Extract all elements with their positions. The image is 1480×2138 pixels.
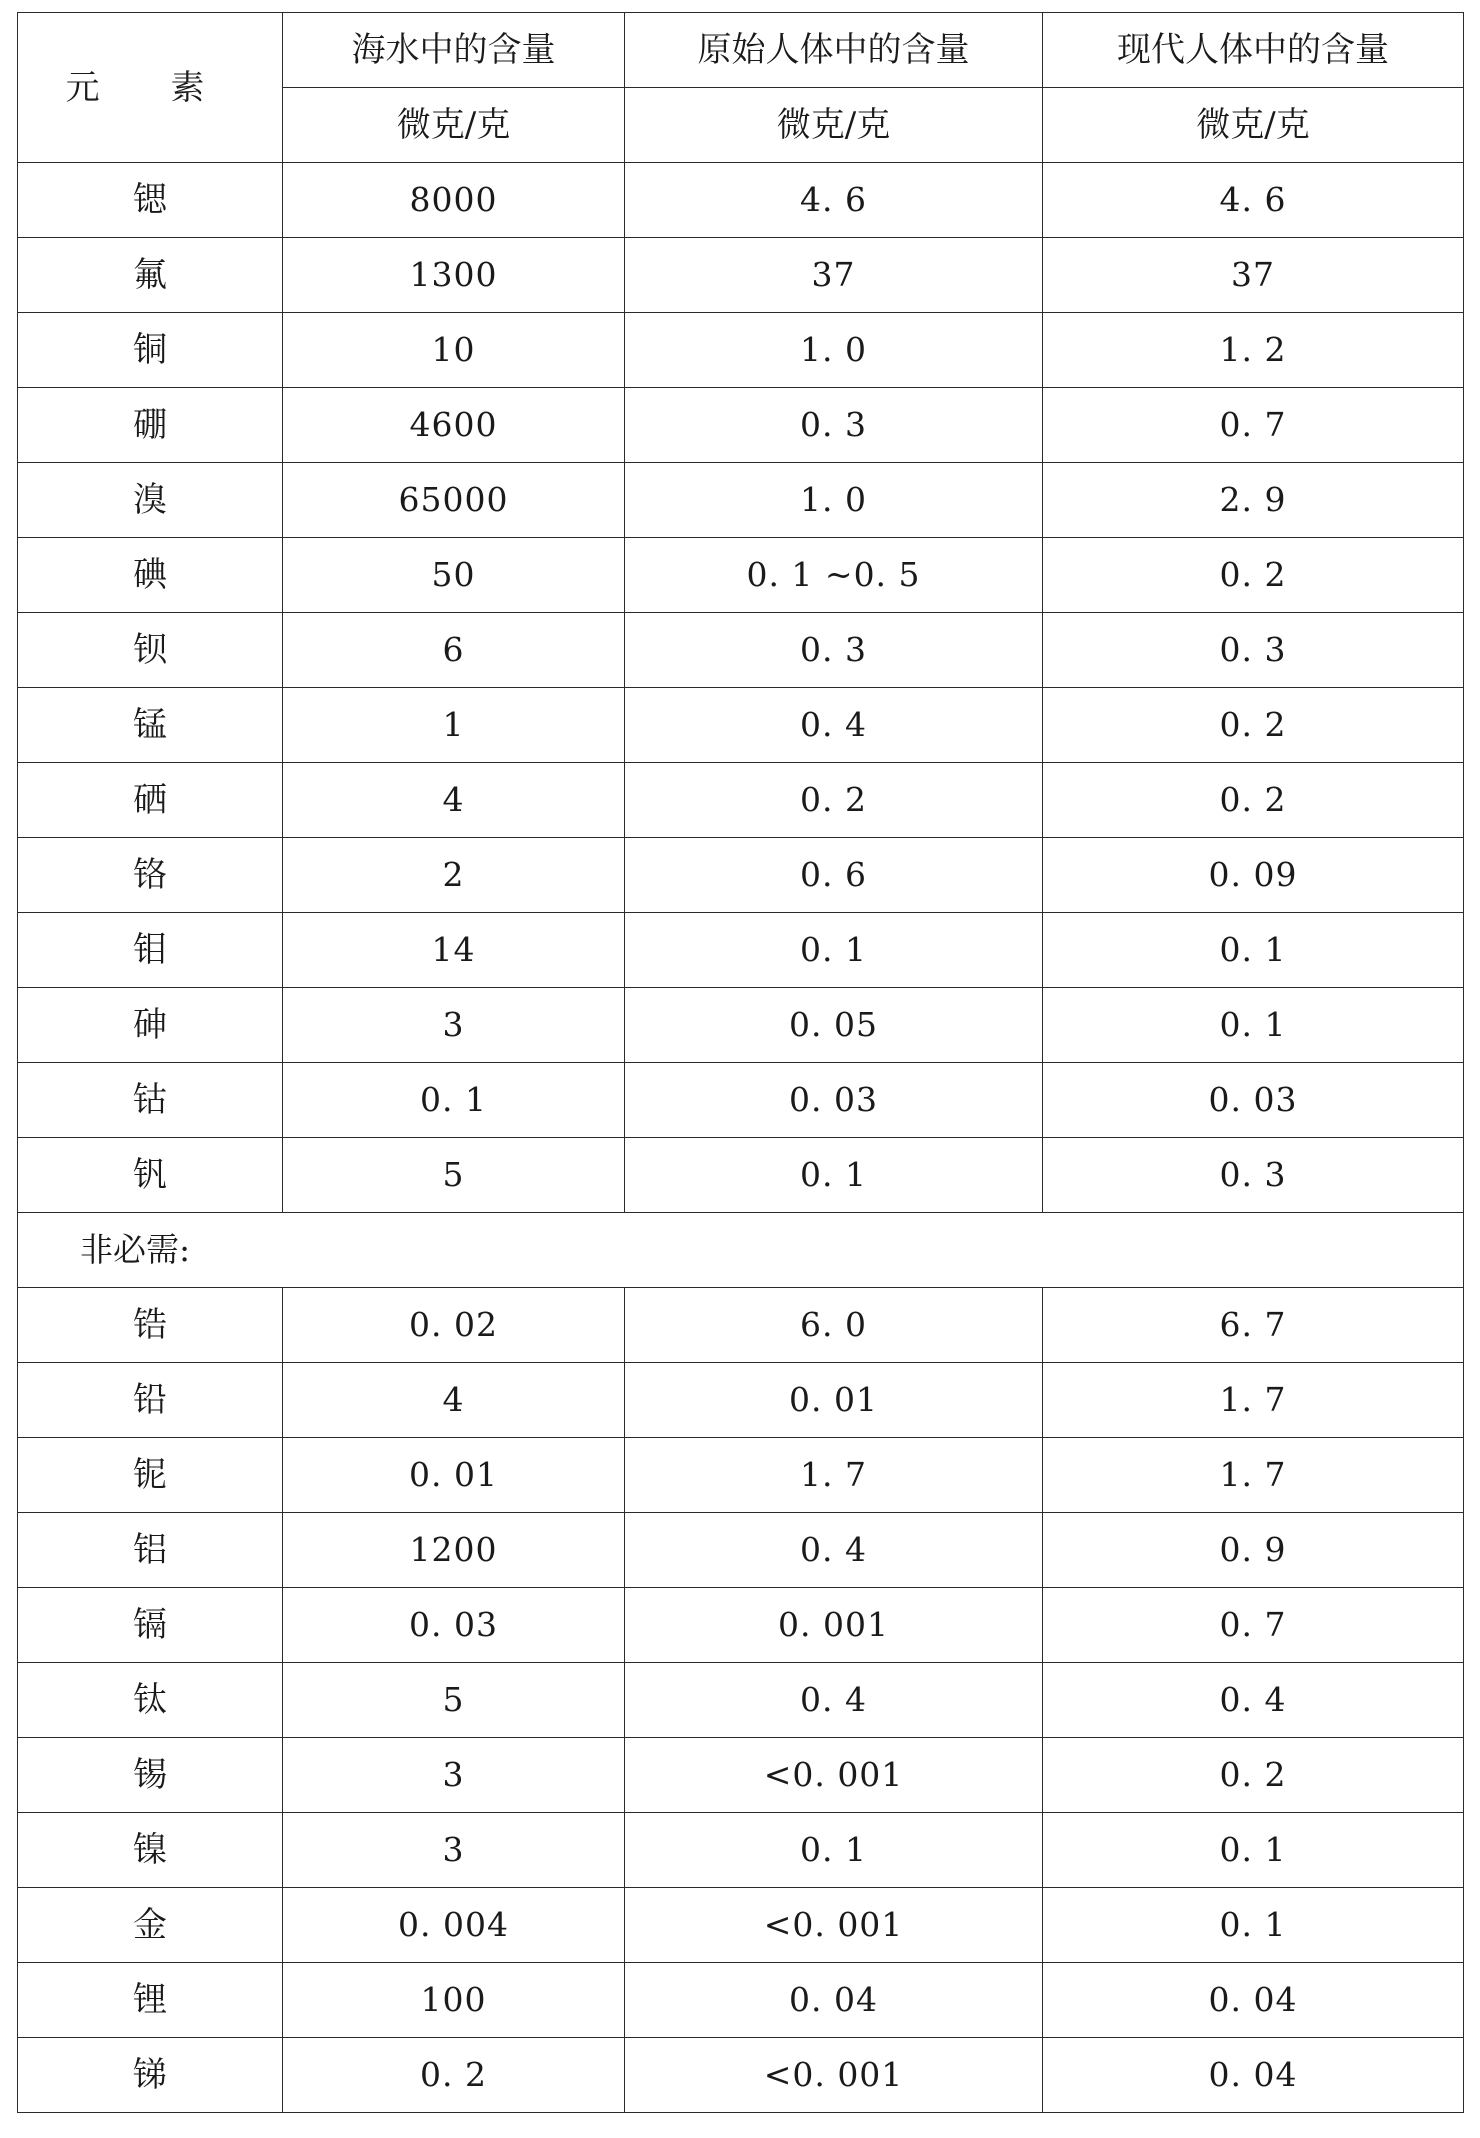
- primitive-human-value-cell: 0. 1 ~0. 5: [625, 538, 1043, 613]
- element-name-cell: 碘: [18, 538, 283, 613]
- seawater-value-cell: 4: [283, 1363, 625, 1438]
- seawater-value-cell: 5: [283, 1138, 625, 1213]
- element-column-header: 元 素: [18, 13, 283, 163]
- seawater-value-cell: 14: [283, 913, 625, 988]
- primitive-human-value-cell: 0. 01: [625, 1363, 1043, 1438]
- modern-human-value-cell: 6. 7: [1043, 1288, 1464, 1363]
- primitive-human-content-header: 原始人体中的含量: [625, 13, 1043, 88]
- element-name-cell: 金: [18, 1888, 283, 1963]
- primitive-human-value-cell: 0. 04: [625, 1963, 1043, 2038]
- element-name-cell: 镉: [18, 1588, 283, 1663]
- element-name-cell: 钛: [18, 1663, 283, 1738]
- primitive-human-value-cell: 0. 4: [625, 688, 1043, 763]
- table-row: [18, 2038, 1464, 2113]
- modern-human-value-cell: 0. 1: [1043, 1813, 1464, 1888]
- table-row: [18, 1513, 1464, 1588]
- modern-human-value-cell: 0. 1: [1043, 988, 1464, 1063]
- table-row: [18, 988, 1464, 1063]
- header-row: [18, 13, 1464, 88]
- modern-human-value-cell: 0. 7: [1043, 388, 1464, 463]
- modern-human-value-cell: 37: [1043, 238, 1464, 313]
- seawater-value-cell: 0. 01: [283, 1438, 625, 1513]
- element-name-cell: 铬: [18, 838, 283, 913]
- primitive-human-value-cell: 0. 1: [625, 1813, 1043, 1888]
- table-row: [18, 913, 1464, 988]
- element-name-cell: 锰: [18, 688, 283, 763]
- primitive-human-value-cell: 0. 3: [625, 613, 1043, 688]
- element-name-cell: 钡: [18, 613, 283, 688]
- table-row: [18, 1588, 1464, 1663]
- seawater-value-cell: 1: [283, 688, 625, 763]
- table-row: [18, 313, 1464, 388]
- element-name-cell: 钴: [18, 1063, 283, 1138]
- modern-human-value-cell: 0. 9: [1043, 1513, 1464, 1588]
- seawater-content-header: 海水中的含量: [283, 13, 625, 88]
- seawater-value-cell: 1200: [283, 1513, 625, 1588]
- seawater-value-cell: 1300: [283, 238, 625, 313]
- table-row: [18, 688, 1464, 763]
- element-name-cell: 铅: [18, 1363, 283, 1438]
- seawater-value-cell: 65000: [283, 463, 625, 538]
- primitive-human-value-cell: <0. 001: [625, 1888, 1043, 1963]
- primitive-human-value-cell: 0. 03: [625, 1063, 1043, 1138]
- seawater-value-cell: 100: [283, 1963, 625, 2038]
- table-row: [18, 238, 1464, 313]
- seawater-value-cell: 0. 1: [283, 1063, 625, 1138]
- table-row: [18, 538, 1464, 613]
- element-name-cell: 氟: [18, 238, 283, 313]
- modern-human-value-cell: 0. 3: [1043, 613, 1464, 688]
- primitive-human-value-cell: 37: [625, 238, 1043, 313]
- element-name-cell: 砷: [18, 988, 283, 1063]
- element-name-cell: 硼: [18, 388, 283, 463]
- table-row: [18, 1738, 1464, 1813]
- element-name-cell: 锂: [18, 1963, 283, 2038]
- primitive-human-value-cell: 1. 0: [625, 313, 1043, 388]
- element-name-cell: 溴: [18, 463, 283, 538]
- modern-human-value-cell: 0. 1: [1043, 913, 1464, 988]
- table-row: [18, 838, 1464, 913]
- seawater-unit: 微克/克: [283, 88, 625, 163]
- table-row: [18, 1813, 1464, 1888]
- element-name-cell: 铜: [18, 313, 283, 388]
- modern-human-value-cell: 0. 09: [1043, 838, 1464, 913]
- modern-human-value-cell: 4. 6: [1043, 163, 1464, 238]
- table-row: [18, 613, 1464, 688]
- primitive-human-value-cell: 0. 4: [625, 1513, 1043, 1588]
- modern-human-value-cell: 0. 2: [1043, 688, 1464, 763]
- element-name-cell: 铌: [18, 1438, 283, 1513]
- element-name-cell: 镍: [18, 1813, 283, 1888]
- primitive-human-value-cell: 1. 0: [625, 463, 1043, 538]
- element-name-cell: 锡: [18, 1738, 283, 1813]
- modern-human-value-cell: 0. 2: [1043, 763, 1464, 838]
- element-name-cell: 硒: [18, 763, 283, 838]
- table-row: [18, 1138, 1464, 1213]
- primitive-human-value-cell: 0. 1: [625, 913, 1043, 988]
- table-row: [18, 388, 1464, 463]
- table-row: [18, 1288, 1464, 1363]
- seawater-value-cell: 0. 03: [283, 1588, 625, 1663]
- modern-human-value-cell: 0. 03: [1043, 1063, 1464, 1138]
- modern-human-value-cell: 0. 4: [1043, 1663, 1464, 1738]
- seawater-value-cell: 3: [283, 1738, 625, 1813]
- element-name-cell: 钼: [18, 913, 283, 988]
- table-row: [18, 763, 1464, 838]
- primitive-human-value-cell: <0. 001: [625, 1738, 1043, 1813]
- primitive-human-value-cell: 0. 2: [625, 763, 1043, 838]
- seawater-value-cell: 5: [283, 1663, 625, 1738]
- primitive-human-unit: 微克/克: [625, 88, 1043, 163]
- primitive-human-value-cell: 0. 6: [625, 838, 1043, 913]
- seawater-value-cell: 3: [283, 988, 625, 1063]
- modern-human-value-cell: 1. 2: [1043, 313, 1464, 388]
- element-name-cell: 锶: [18, 163, 283, 238]
- primitive-human-value-cell: <0. 001: [625, 2038, 1043, 2113]
- seawater-value-cell: 0. 02: [283, 1288, 625, 1363]
- modern-human-unit: 微克/克: [1043, 88, 1464, 163]
- seawater-value-cell: 2: [283, 838, 625, 913]
- element-name-cell: 锑: [18, 2038, 283, 2113]
- modern-human-value-cell: 0. 2: [1043, 1738, 1464, 1813]
- modern-human-value-cell: 0. 3: [1043, 1138, 1464, 1213]
- modern-human-value-cell: 0. 2: [1043, 538, 1464, 613]
- modern-human-value-cell: 0. 04: [1043, 1963, 1464, 2038]
- table-row: [18, 163, 1464, 238]
- seawater-value-cell: 10: [283, 313, 625, 388]
- seawater-value-cell: 4: [283, 763, 625, 838]
- primitive-human-value-cell: 4. 6: [625, 163, 1043, 238]
- section-header-row: [18, 1213, 1464, 1288]
- table-row: [18, 1363, 1464, 1438]
- element-name-cell: 钒: [18, 1138, 283, 1213]
- primitive-human-value-cell: 0. 1: [625, 1138, 1043, 1213]
- modern-human-value-cell: 2. 9: [1043, 463, 1464, 538]
- table-row: [18, 1438, 1464, 1513]
- table-row: [18, 1888, 1464, 1963]
- section-label: 非必需:: [18, 1213, 1464, 1288]
- primitive-human-value-cell: 0. 05: [625, 988, 1043, 1063]
- seawater-value-cell: 4600: [283, 388, 625, 463]
- table-body: [18, 13, 1464, 2113]
- modern-human-value-cell: 0. 7: [1043, 1588, 1464, 1663]
- primitive-human-value-cell: 1. 7: [625, 1438, 1043, 1513]
- modern-human-value-cell: 1. 7: [1043, 1363, 1464, 1438]
- seawater-value-cell: 3: [283, 1813, 625, 1888]
- seawater-value-cell: 0. 004: [283, 1888, 625, 1963]
- primitive-human-value-cell: 6. 0: [625, 1288, 1043, 1363]
- primitive-human-value-cell: 0. 4: [625, 1663, 1043, 1738]
- seawater-value-cell: 6: [283, 613, 625, 688]
- table-row: [18, 1963, 1464, 2038]
- element-name-cell: 铝: [18, 1513, 283, 1588]
- element-content-table: [17, 12, 1464, 2113]
- table-row: [18, 463, 1464, 538]
- seawater-value-cell: 8000: [283, 163, 625, 238]
- primitive-human-value-cell: 0. 3: [625, 388, 1043, 463]
- seawater-value-cell: 50: [283, 538, 625, 613]
- table-row: [18, 1063, 1464, 1138]
- modern-human-value-cell: 1. 7: [1043, 1438, 1464, 1513]
- primitive-human-value-cell: 0. 001: [625, 1588, 1043, 1663]
- table-row: [18, 1663, 1464, 1738]
- element-name-cell: 锆: [18, 1288, 283, 1363]
- modern-human-value-cell: 0. 1: [1043, 1888, 1464, 1963]
- seawater-value-cell: 0. 2: [283, 2038, 625, 2113]
- modern-human-value-cell: 0. 04: [1043, 2038, 1464, 2113]
- modern-human-content-header: 现代人体中的含量: [1043, 13, 1464, 88]
